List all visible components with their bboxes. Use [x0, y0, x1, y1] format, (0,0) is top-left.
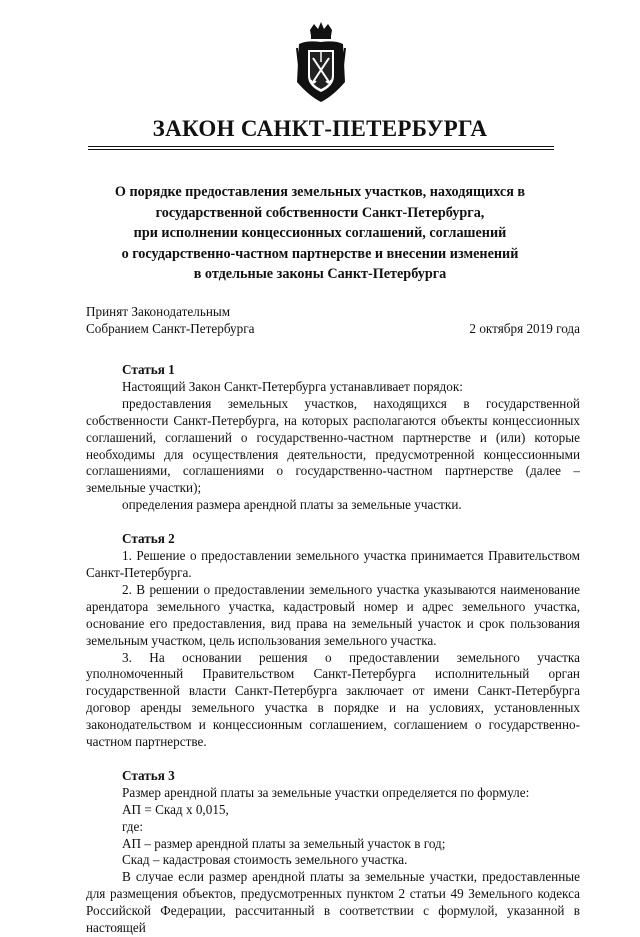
title-underline-top: [88, 146, 554, 147]
article-paragraph: АП – размер арендной платы за земельный участок в год;: [122, 835, 446, 851]
article-paragraph: Размер арендной платы за земельные участки определяется по формуле:: [122, 784, 530, 800]
law-subtitle: [90, 182, 550, 285]
subtitle-line: о государственно-частном партнерстве и внесении изменений: [121, 245, 519, 262]
article-heading: Статья 3: [122, 767, 175, 783]
article-paragraph: предоставления земельных участков, находящихся в государственной собственности Санкт-Петербурга, на которых располагаются объекты концессионных соглашений, соглашений о государственно-частном партнерстве и (или) которые необходимы для осуществления деятельности, предусмотренной концессионными соглашениями, соглашениями о государственно-частном партнерстве (далее – земельные участки);: [86, 395, 580, 496]
adoption-line: Принят Законодательным: [86, 304, 231, 319]
subtitle-line: О порядке предоставления земельных участков, находящихся в: [114, 184, 526, 200]
article-heading: Статья 1: [122, 362, 175, 377]
subtitle-line: государственной собственности Санкт-Петербурга,: [155, 204, 485, 221]
article-paragraph: где:: [122, 818, 143, 834]
article-paragraph: 2. В решении о предоставлении земельного участка указываются наименование арендатора земельного участка, кадастровый номер и адрес земельного участка, основание его предоставления, вид права на земельный участок и срок пользования земельным участком, цель использования земельного участка.: [86, 581, 580, 648]
article-paragraph: 1. Решение о предоставлении земельного участка принимается Правительством Санкт-Петербурга.: [86, 548, 580, 580]
article-heading: Статья 2: [122, 531, 175, 547]
subtitle-line: в отдельные законы Санкт-Петербурга: [193, 266, 447, 282]
article-paragraph: Настоящий Закон Санкт-Петербурга устанавливает порядок:: [122, 378, 463, 394]
formula: АП = Скад х 0,015,: [122, 801, 229, 817]
article-paragraph: 3. На основании решения о предоставлении земельного участка уполномоченный Правительством Санкт-Петербурга исполнительный орган государственной власти Санкт-Петербурга заключает от имени Санкт-Петербурга договор аренды земельного участка в порядке и на условиях, установленных законодательством и концессионным соглашением, соглашением о государственно-частном партнерстве.: [86, 649, 580, 750]
article-paragraph: Скад – кадастровая стоимость земельного участка.: [122, 852, 408, 868]
article-paragraph: определения размера арендной платы за земельные участки.: [122, 497, 462, 513]
law-body: [86, 362, 580, 937]
law-title: ЗАКОН САНКТ-ПЕТЕРБУРГА: [152, 116, 488, 141]
adoption-line: Собранием Санкт-Петербурга: [86, 321, 255, 336]
title-underline-bottom: [88, 149, 554, 150]
adoption-date: 2 октября 2019 года: [469, 321, 580, 336]
subtitle-line: при исполнении концессионных соглашений, соглашений: [133, 225, 507, 241]
adoption-note: [86, 303, 255, 337]
coat-of-arms-emblem: [293, 22, 349, 104]
article-paragraph: В случае если размер арендной платы за земельные участки, предоставленные для размещения объектов, предусмотренных пунктом 2 статьи 49 Земельного кодекса Российской Федерации, рассчитанный в соответствии с формулой, указанной в настоящей: [86, 869, 580, 936]
